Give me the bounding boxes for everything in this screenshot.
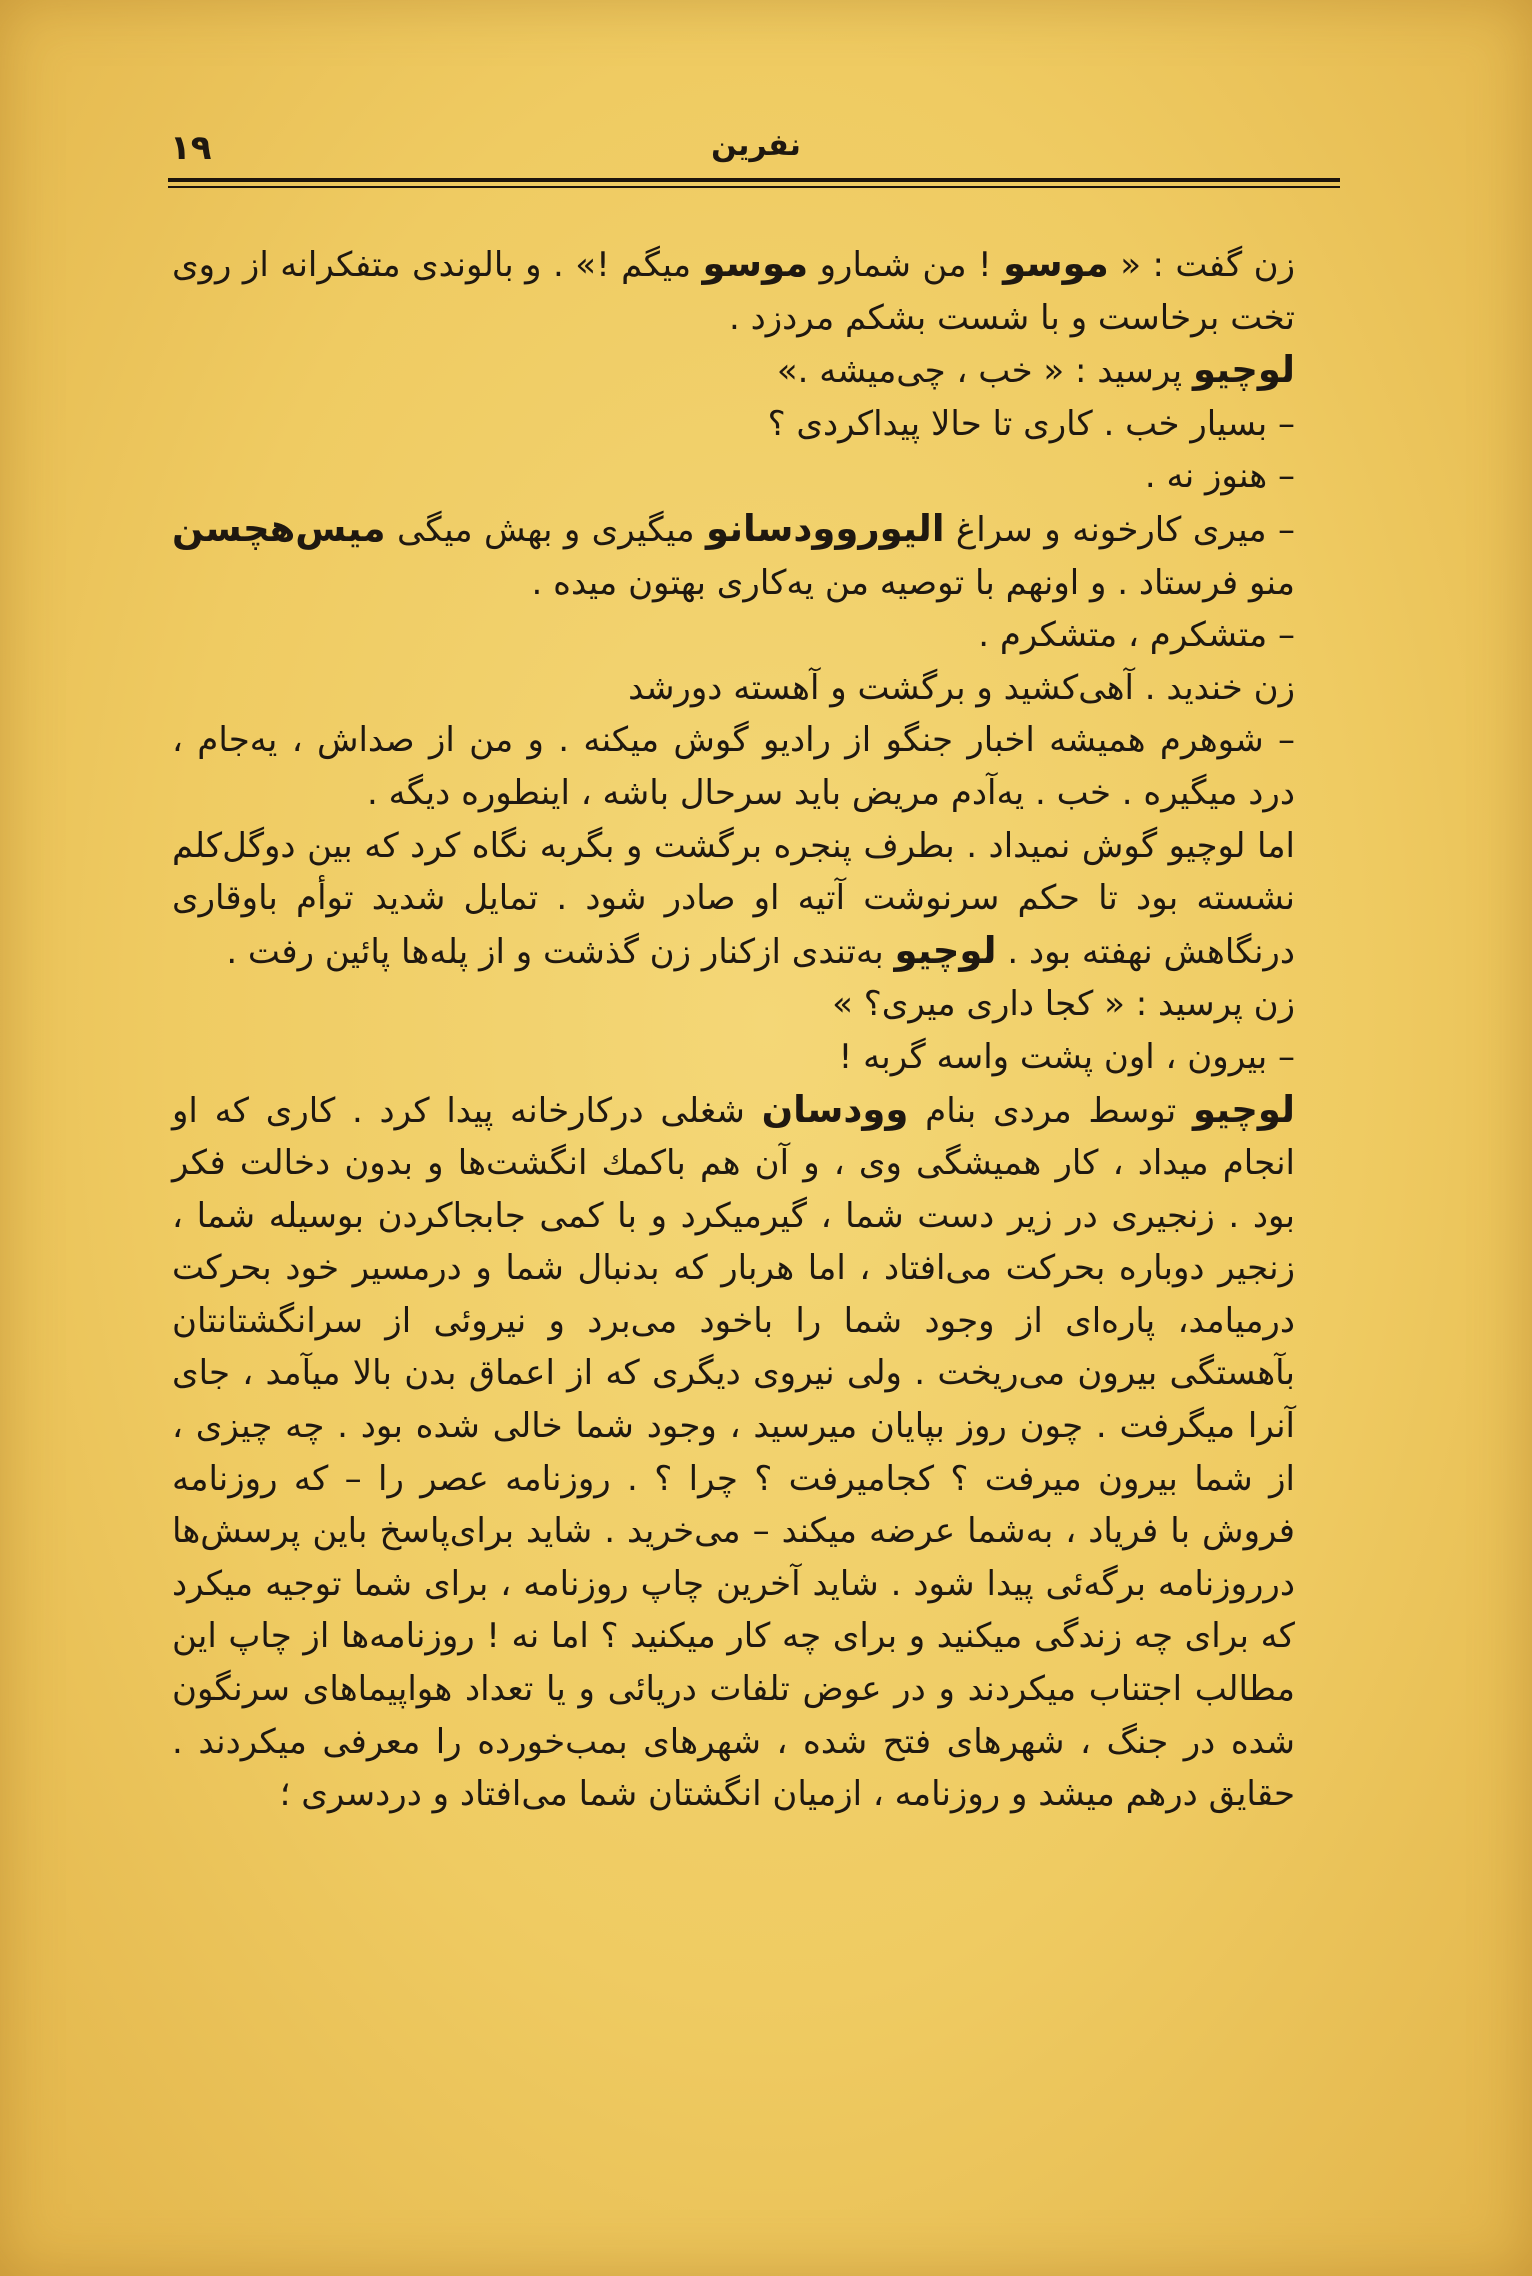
paragraph: لوچیو توسط مردی بنام وودسان شغلی درکارخانه پیدا کرد . کاری که او انجام میداد ، کار همیشگی وی ، و آن هم باکمك انگشت‌ها و بدون دخالت فکر بود . زنجیری در زیر دست شما ، گیرمیکرد و با کمی جابجاکردن بوسیله شما ، زنجیر دوباره بحرکت می‌افتاد ، اما هربار که بدنبال شما و درمسیر خود بحرکت درمیامد، پاره‌ای از وجود شما را باخود می‌برد و نیروئی از سرانگشتانتان بآهستگی بیرون می‌ریخت . ولی نیروی دیگری که از اعماق بدن بالا میآمد ، جای آنرا میگرفت . چون روز بپایان میرسید ، وجود شما خالی شده بود . چه چیزی ، از شما بیرون میرفت ؟ کجامیرفت ؟ چرا ؟ . روزنامه عصر را – که روزنامه فروش با فریاد ، به‌شما عرضه میکند – می‌خرید . شاید برای‌پاسخ باین پرسش‌ها درروزنامه برگه‌ئی پیدا شود . شاید آخرین چاپ روزنامه ، برای شما توجیه میکرد که برای چه زندگی میکنید و برای چه کار میکنید ؟ اما نه ! روزنامه‌ها از چاپ این مطالب اجتناب میکردند و در عوض تلفات دریائی و یا تعداد هواپیماهای سرنگون شده در جنگ ، شهرهای فتح شده ، شهرهای بمب‌خورده را معرفی میکردند . حقایق درهم میشد و روزنامه ، ازمیان انگشتان شما می‌افتاد و دردسری ؛ xyxy=(172,1087,1295,1815)
page-number: ۱۹ xyxy=(170,128,212,168)
paragraph: زن گفت : « موسو ! من شمارو موسو میگم !» . و بالوندی متفکرانه از روی تخت برخاست و با شست بشکم مردزد . xyxy=(172,242,1295,338)
header-rule xyxy=(168,178,1340,182)
paragraph: اما لوچیو گوش نمیداد . بطرف پنجره برگشت و بگربه نگاه کرد که بین دوگل‌کلم نشسته بود تا حکم سرنوشت آتیه او صادر شود . تمایل شدید توأم باوقاری درنگاهش نهفته بود . لوچیو به‌تندی ازکنار زن گذشت و از پله‌ها پائین رفت . xyxy=(172,825,1295,972)
dialogue-line: – بیرون ، اون پشت واسه گربه ! xyxy=(838,1036,1295,1077)
header-rule-thin xyxy=(168,186,1340,188)
paragraph: زن خندید . آهی‌کشید و برگشت و آهسته دورشد xyxy=(628,667,1295,708)
page-header xyxy=(170,128,1342,168)
running-title: نفرین xyxy=(711,128,801,163)
dialogue-line: – متشکرم ، متشکرم . xyxy=(978,615,1295,656)
dialogue-line: – بسیار خب . کاری تا حالا پیداکردی ؟ xyxy=(767,403,1295,444)
paragraph: زن پرسید : « کجا داری میری؟ » xyxy=(832,984,1295,1025)
dialogue-line: – میری کارخونه و سراغ الیوروودسانو میگیری و بهش میگی میس‌هچسن منو فرستاد . و اونهم با توصیه من یه‌کاری بهتون میده . xyxy=(172,506,1295,603)
dialogue-line: – هنوز نه . xyxy=(1144,456,1295,497)
dialogue-line: – شوهرم همیشه اخبار جنگو از رادیو گوش میکنه . و من از صداش ، یه‌جام ، درد میگیره . خب . یه‌آدم مریض باید سرحال باشه ، اینطوره دیگه . xyxy=(172,720,1295,813)
body-text xyxy=(172,238,1357,1821)
paragraph: لوچیو پرسید : « خب ، چی‌میشه .» xyxy=(776,348,1295,392)
